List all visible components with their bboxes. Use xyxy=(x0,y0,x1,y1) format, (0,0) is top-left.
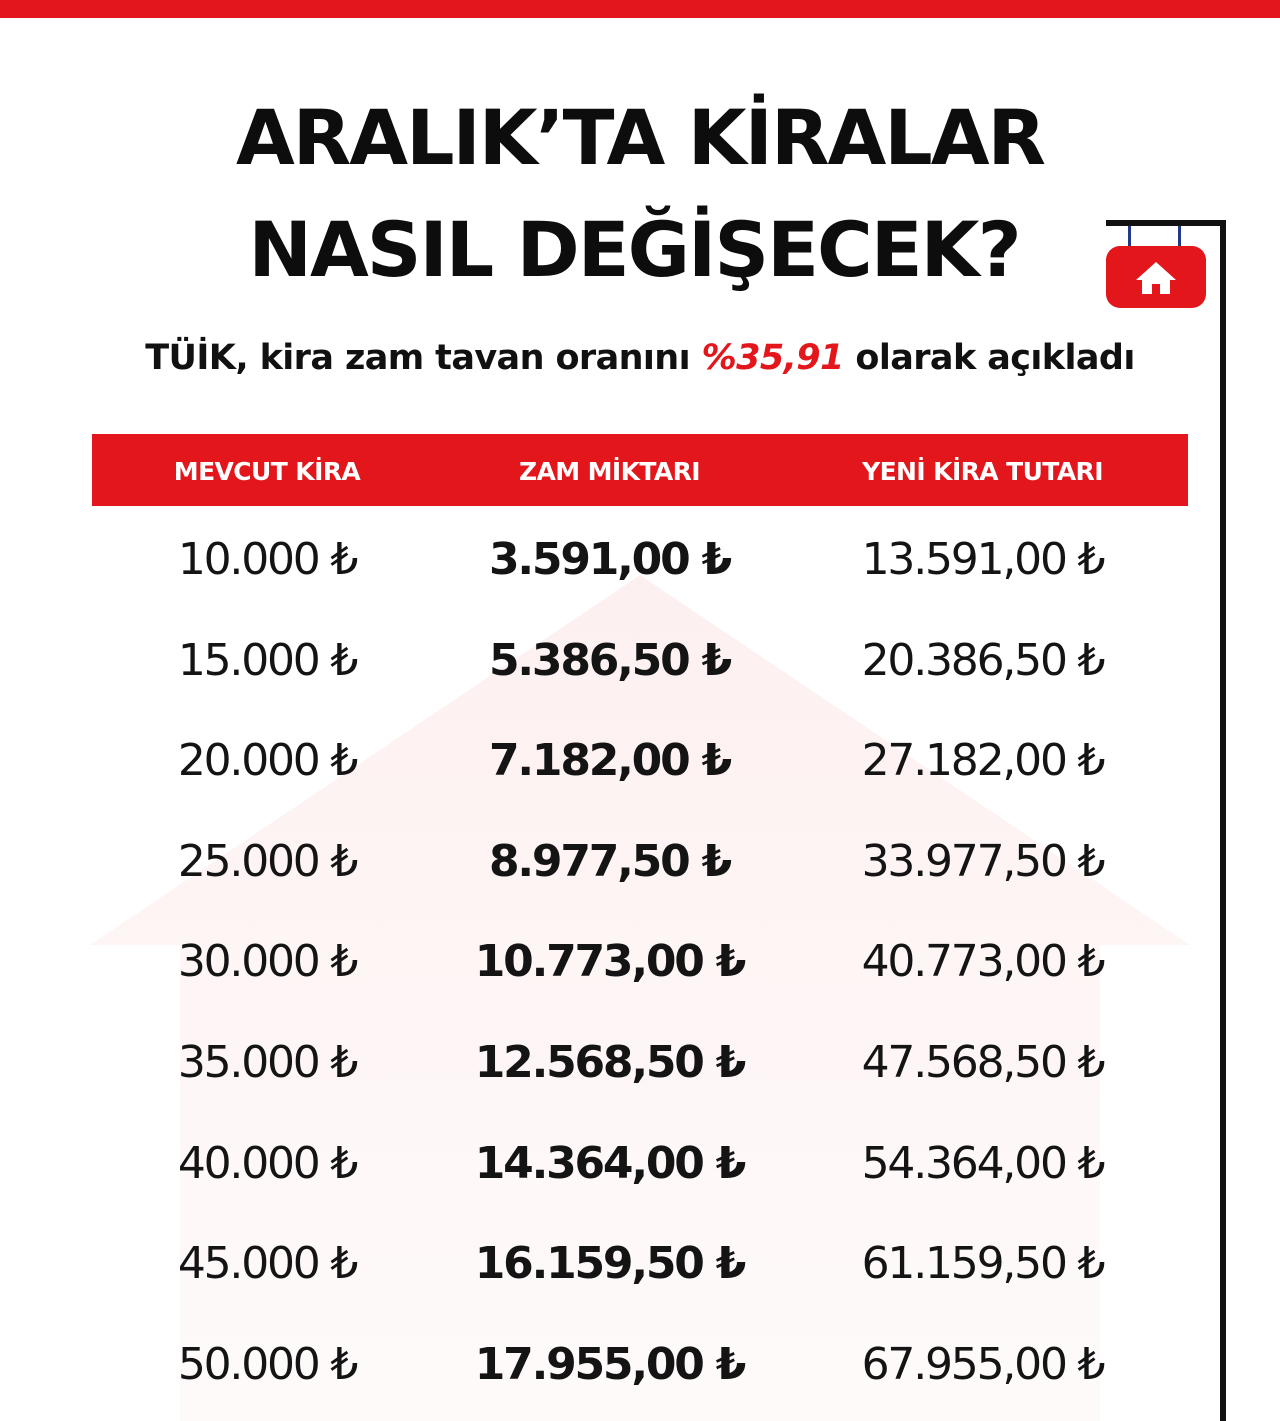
new-rent-cell: 40.773,00 ₺ xyxy=(861,936,1104,988)
current-rent-cell: 10.000 ₺ xyxy=(177,534,357,585)
new-rent-cell: 20.386,50 ₺ xyxy=(861,634,1104,686)
current-rent-cell: 40.000 ₺ xyxy=(177,1137,357,1189)
column-header-new-rent: YENİ KİRA TUTARI xyxy=(862,457,1103,486)
subtitle-rate: %35,91 xyxy=(701,338,844,378)
increase-amount-cell: 5.386,50 ₺ xyxy=(488,634,731,686)
new-rent-cell: 47.568,50 ₺ xyxy=(861,1036,1104,1088)
current-rent-cell: 20.000 ₺ xyxy=(177,735,357,787)
new-rent-cell: 13.591,00 ₺ xyxy=(861,534,1104,585)
subtitle-suffix: olarak açıkladı xyxy=(855,338,1135,378)
current-rent-cell: 25.000 ₺ xyxy=(177,835,357,887)
table-row xyxy=(92,508,1188,609)
table-row xyxy=(92,1212,1188,1313)
subtitle-prefix: TÜİK, kira zam tavan oranını xyxy=(145,338,691,378)
table-row xyxy=(92,1313,1188,1414)
rent-table-body xyxy=(92,508,1188,1413)
table-row xyxy=(92,609,1188,710)
increase-amount-cell: 12.568,50 ₺ xyxy=(474,1036,745,1088)
table-row xyxy=(92,910,1188,1011)
increase-amount-cell: 3.591,00 ₺ xyxy=(488,534,731,585)
new-rent-cell: 54.364,00 ₺ xyxy=(861,1137,1104,1189)
current-rent-cell: 30.000 ₺ xyxy=(177,936,357,988)
current-rent-cell: 50.000 ₺ xyxy=(177,1338,357,1390)
column-header-current-rent: MEVCUT KİRA xyxy=(173,457,361,486)
top-accent-bar xyxy=(0,0,1280,18)
increase-amount-cell: 16.159,50 ₺ xyxy=(474,1238,745,1290)
subtitle xyxy=(0,338,1280,378)
current-rent-cell: 45.000 ₺ xyxy=(177,1238,357,1290)
page-title-line-2: NASIL DEĞİŞECEK? xyxy=(248,205,1020,294)
table-header xyxy=(92,434,1188,506)
new-rent-cell: 27.182,00 ₺ xyxy=(861,735,1104,787)
table-row xyxy=(92,810,1188,911)
increase-amount-cell: 10.773,00 ₺ xyxy=(474,936,745,988)
table-row xyxy=(92,1011,1188,1112)
increase-amount-cell: 17.955,00 ₺ xyxy=(474,1338,745,1390)
table-row xyxy=(92,1112,1188,1213)
table-row xyxy=(92,709,1188,810)
increase-amount-cell: 8.977,50 ₺ xyxy=(488,835,731,887)
new-rent-cell: 33.977,50 ₺ xyxy=(861,835,1104,887)
page-title-line-1: ARALIK’TA KİRALAR xyxy=(235,93,1045,182)
column-header-increase-amount: ZAM MİKTARI xyxy=(518,457,701,486)
current-rent-cell: 15.000 ₺ xyxy=(177,634,357,686)
increase-amount-cell: 7.182,00 ₺ xyxy=(488,735,731,787)
increase-amount-cell: 14.364,00 ₺ xyxy=(474,1137,745,1189)
new-rent-cell: 67.955,00 ₺ xyxy=(861,1338,1104,1390)
current-rent-cell: 35.000 ₺ xyxy=(177,1036,357,1088)
new-rent-cell: 61.159,50 ₺ xyxy=(861,1238,1104,1290)
